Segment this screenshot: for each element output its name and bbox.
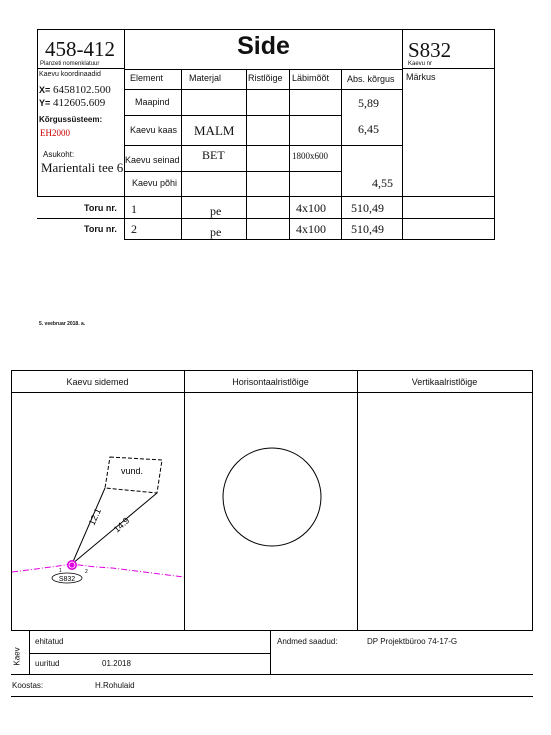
pipe-line [12, 564, 184, 577]
row-element: Kaevu põhi [132, 178, 178, 188]
col-header-note: Märkus [406, 72, 436, 82]
row-height: 4,55 [372, 176, 393, 190]
tie-line-1 [72, 488, 105, 564]
pipe-height: 510,49 [351, 222, 384, 236]
pipe-diameter: 4x100 [296, 201, 326, 215]
tie-distance-1: 12.1 [86, 506, 103, 527]
height-system-value: EH2000 [40, 128, 70, 138]
section-horizontal-header: Horisontaalristlõige [232, 377, 309, 387]
foundation-label: vund. [121, 466, 144, 476]
pipe-number-1: 1 [59, 568, 62, 574]
col-header-cross: Ristlõige [248, 73, 283, 83]
pipe-height: 510,49 [351, 201, 384, 215]
pipe-label: Toru nr. [84, 203, 117, 213]
x-value: 6458102.500 [53, 84, 111, 96]
y-value: 412605.609 [53, 97, 106, 109]
footer-surveyed-label: uuritud [35, 659, 60, 668]
row-material: BET [202, 148, 225, 162]
tie-distance-2: 14.9 [111, 515, 132, 535]
pipe-diameter: 4x100 [296, 222, 326, 236]
y-label: Y= [39, 98, 51, 108]
footer-data-value: DP Projektbüroo 74-17-G [367, 637, 458, 646]
row-diameter: 1800x600 [292, 151, 328, 161]
coords-label: Kaevu koordinaadid [39, 71, 101, 78]
height-system-label: Kõrgussüsteem: [39, 115, 103, 124]
pipe-number: 2 [131, 222, 137, 236]
footer-side-label: Kaev [12, 647, 22, 666]
nomenclature-number: 458-412 [45, 37, 115, 61]
nomenclature-label: Planzeti nomenklatuur [40, 61, 100, 67]
row-height: 6,45 [358, 122, 379, 136]
document-date: 5. veebruar 2018. a. [39, 321, 86, 327]
section-ties-header: Kaevu sidemed [66, 377, 129, 387]
section-vertical-header: Vertikaalristlõige [411, 377, 478, 387]
row-material: MALM [194, 123, 235, 138]
row-height: 5,89 [358, 96, 379, 110]
row-element: Kaevu kaas [130, 125, 178, 135]
col-header-height: Abs. kõrgus [347, 74, 395, 84]
col-header-diameter: Läbimõõt [292, 73, 330, 83]
location-value: Marientali tee 6 [41, 160, 124, 175]
well-label: S832 [58, 576, 76, 583]
well-circle [223, 448, 321, 546]
location-label: Asukoht: [43, 150, 75, 159]
pipe-number-2: 2 [85, 569, 88, 575]
col-header-element: Element [130, 73, 164, 83]
well-id-label: Kaevu nr [408, 61, 433, 67]
footer-data-label: Andmed saadud: [277, 637, 338, 646]
well-marker [67, 560, 77, 570]
page-title: Side [237, 32, 290, 60]
pipe-label: Toru nr. [84, 224, 117, 234]
row-element: Maapind [135, 97, 170, 107]
pipe-material: pe [210, 204, 222, 218]
footer-compiled-value: H.Rohulaid [95, 681, 135, 690]
well-id: S832 [408, 38, 452, 62]
pipe-number: 1 [131, 202, 137, 216]
ties-sketch [12, 393, 184, 630]
footer-compiled-label: Koostas: [12, 681, 44, 690]
footer-built-label: ehitatud [35, 637, 64, 646]
row-element: Kaevu seinad [125, 155, 180, 165]
x-label: X= [39, 85, 51, 95]
pipe-material: pe [210, 225, 222, 239]
horizontal-section-drawing [185, 393, 357, 630]
col-header-material: Materjal [189, 73, 222, 83]
footer-surveyed-value: 01.2018 [102, 659, 131, 668]
footer-side-label-box [12, 644, 28, 668]
